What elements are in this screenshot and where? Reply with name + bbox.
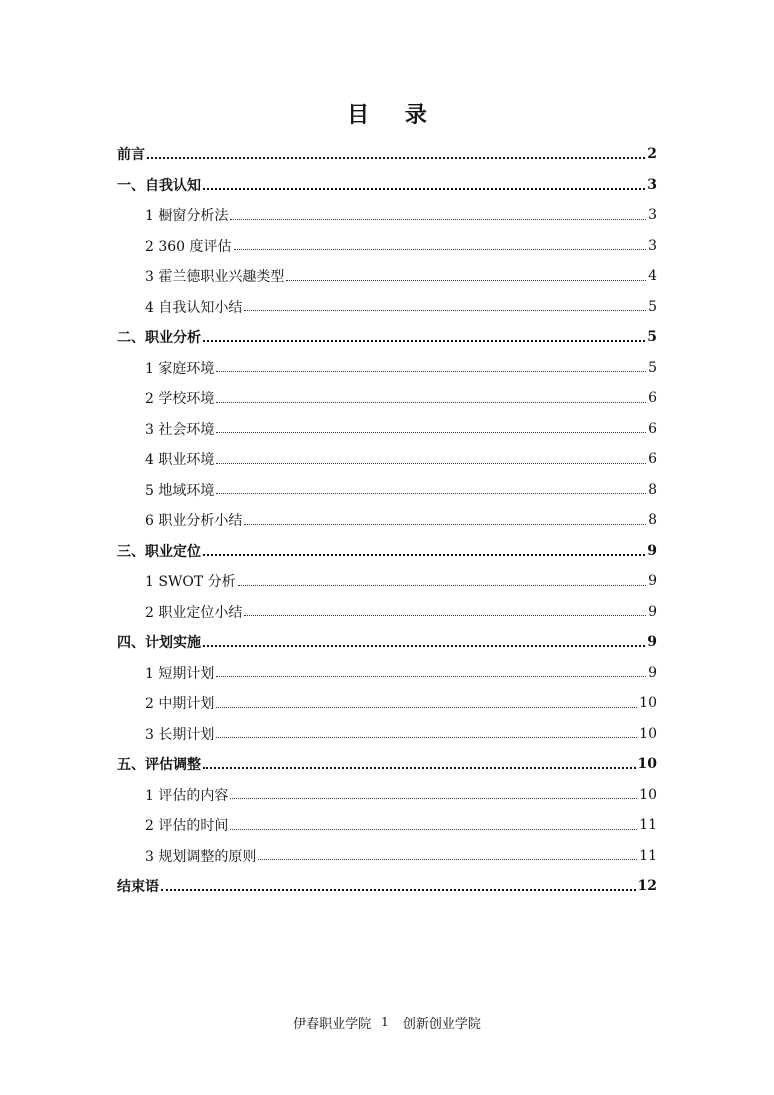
toc-entry-label: 5 地域环境 [145, 482, 215, 499]
toc-subsection-entry[interactable] [117, 353, 657, 384]
toc-subsection-entry[interactable] [117, 414, 657, 445]
toc-entry-page-number: 10 [637, 756, 657, 773]
toc-dot-leader [230, 798, 637, 799]
toc-entry-page-number: 9 [647, 634, 657, 651]
toc-section-entry[interactable] [117, 536, 657, 567]
toc-entry-label: 3 社会环境 [145, 421, 215, 438]
toc-entry-label: 前言 [117, 147, 145, 164]
toc-entry-label: 1 SWOT 分析 [145, 574, 236, 591]
toc-subsection-entry[interactable] [117, 597, 657, 628]
toc-entry-page-number: 9 [648, 603, 657, 620]
toc-entry-label: 五、评估调整 [117, 757, 201, 774]
toc-dot-leader [244, 615, 646, 616]
toc-dot-leader [234, 249, 647, 250]
toc-entry-label: 一、自我认知 [117, 177, 201, 194]
toc-entry-page-number: 9 [647, 542, 657, 559]
toc-section-entry[interactable] [117, 322, 657, 353]
toc-entry-page-number: 5 [648, 298, 657, 315]
toc-subsection-entry[interactable] [117, 719, 657, 750]
toc-entry-label: 3 霍兰德职业兴趣类型 [145, 269, 285, 286]
toc-subsection-entry[interactable] [117, 841, 657, 872]
toc-dot-leader [286, 280, 646, 281]
toc-dot-leader [203, 767, 636, 769]
toc-section-entry[interactable] [117, 627, 657, 658]
toc-entry-label: 四、计划实施 [117, 635, 201, 652]
toc-entry-page-number: 4 [648, 268, 657, 285]
toc-dot-leader [203, 188, 645, 190]
toc-entry-label: 6 职业分析小结 [145, 513, 243, 530]
toc-subsection-entry[interactable] [117, 566, 657, 597]
toc-entry-label: 2 中期计划 [145, 696, 215, 713]
toc-entry-page-number: 6 [648, 451, 657, 468]
toc-entry-page-number: 10 [639, 695, 657, 712]
toc-subsection-entry[interactable] [117, 505, 657, 536]
toc-dot-leader [244, 524, 646, 525]
toc-entry-label: 2 职业定位小结 [145, 604, 243, 621]
toc-dot-leader [216, 371, 646, 372]
toc-entry-page-number: 8 [648, 512, 657, 529]
toc-dot-leader [230, 219, 646, 220]
toc-entry-label: 3 长期计划 [145, 726, 215, 743]
toc-entry-label: 1 橱窗分析法 [145, 208, 229, 225]
toc-dot-leader [216, 676, 646, 677]
toc-entry-page-number: 5 [647, 329, 657, 346]
toc-dot-leader [230, 829, 637, 830]
toc-entry-label: 三、职业定位 [117, 543, 201, 560]
toc-entry-label: 3 规划调整的原则 [145, 848, 257, 865]
toc-entry-page-number: 3 [648, 207, 657, 224]
toc-entry-label: 1 短期计划 [145, 665, 215, 682]
toc-section-entry[interactable] [117, 749, 657, 780]
toc-subsection-entry[interactable] [117, 444, 657, 475]
toc-section-entry[interactable] [117, 871, 657, 902]
toc-entry-label: 1 评估的内容 [145, 787, 229, 804]
toc-subsection-entry[interactable] [117, 810, 657, 841]
footer-left-text: 伊春职业学院 [293, 1017, 372, 1032]
footer-right-text: 创新创业学院 [402, 1017, 481, 1032]
toc-dot-leader [203, 645, 645, 647]
toc-entry-label: 2 学校环境 [145, 391, 215, 408]
toc-subsection-entry[interactable] [117, 475, 657, 506]
toc-entry-page-number: 9 [648, 664, 657, 681]
toc-dot-leader [216, 432, 646, 433]
table-of-contents [117, 139, 657, 902]
toc-dot-leader [147, 157, 645, 159]
toc-entry-page-number: 6 [648, 420, 657, 437]
toc-entry-page-number: 10 [639, 786, 657, 803]
toc-dot-leader [203, 554, 645, 556]
page-footer [0, 1013, 774, 1032]
toc-entry-page-number: 11 [639, 817, 657, 834]
toc-entry-page-number: 2 [647, 146, 657, 163]
toc-section-entry[interactable] [117, 170, 657, 201]
toc-dot-leader [203, 340, 645, 342]
toc-entry-page-number: 3 [648, 237, 657, 254]
toc-dot-leader [258, 859, 637, 860]
toc-dot-leader [216, 707, 637, 708]
toc-subsection-entry[interactable] [117, 780, 657, 811]
toc-subsection-entry[interactable] [117, 658, 657, 689]
toc-subsection-entry[interactable] [117, 383, 657, 414]
toc-subsection-entry[interactable] [117, 292, 657, 323]
toc-entry-label: 二、职业分析 [117, 330, 201, 347]
toc-dot-leader [244, 310, 646, 311]
toc-entry-page-number: 9 [648, 573, 657, 590]
toc-entry-page-number: 6 [648, 390, 657, 407]
toc-subsection-entry[interactable] [117, 200, 657, 231]
toc-dot-leader [216, 402, 646, 403]
toc-entry-label: 2 360 度评估 [145, 238, 232, 255]
toc-entry-label: 4 职业环境 [145, 452, 215, 469]
toc-dot-leader [216, 463, 646, 464]
toc-entry-page-number: 10 [639, 725, 657, 742]
footer-page-number: 1 [381, 1015, 389, 1029]
toc-dot-leader [238, 585, 646, 586]
toc-dot-leader [216, 493, 646, 494]
toc-entry-label: 结束语 [117, 879, 159, 896]
toc-subsection-entry[interactable] [117, 261, 657, 292]
toc-entry-page-number: 5 [648, 359, 657, 376]
page-title: 目 录 [347, 102, 441, 128]
toc-subsection-entry[interactable] [117, 231, 657, 262]
toc-entry-page-number: 11 [639, 847, 657, 864]
toc-dot-leader [216, 737, 637, 738]
toc-entry-label: 1 家庭环境 [145, 360, 215, 377]
toc-subsection-entry[interactable] [117, 688, 657, 719]
toc-entry-label: 4 自我认知小结 [145, 299, 243, 316]
toc-entry-page-number: 8 [648, 481, 657, 498]
toc-entry-page-number: 12 [637, 878, 657, 895]
toc-section-entry[interactable] [117, 139, 657, 170]
toc-dot-leader [161, 889, 636, 891]
toc-entry-page-number: 3 [647, 176, 657, 193]
toc-entry-label: 2 评估的时间 [145, 818, 229, 835]
